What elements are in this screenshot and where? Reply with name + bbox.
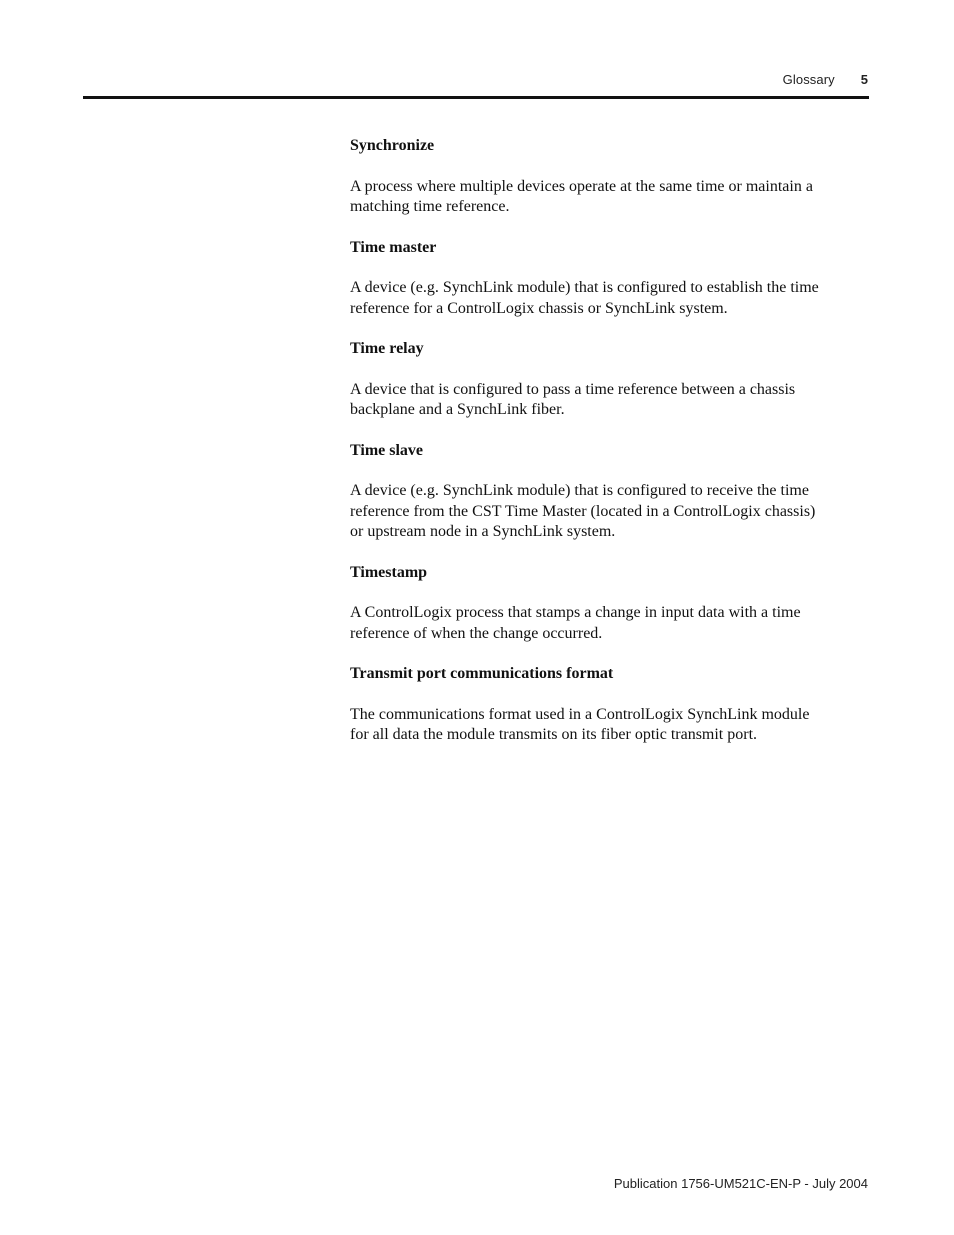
glossary-entry [350, 441, 836, 543]
publication-footer: Publication 1756-UM521C-EN-P - July 2004 [613, 1176, 868, 1191]
glossary-entry [350, 136, 836, 218]
glossary-term: Timestamp [350, 563, 428, 581]
glossary-term: Time slave [350, 441, 424, 459]
glossary-content [350, 136, 836, 766]
glossary-definition: A device (e.g. SynchLink module) that is configured to receive the time reference from the CST Time Master (located in a ControlLogix chassis) or upstream node in a SynchLink system. [350, 482, 816, 540]
glossary-definition: A ControlLogix process that stamps a change in input data with a time reference of when the change occurred. [350, 604, 801, 642]
glossary-term: Time relay [350, 340, 424, 357]
glossary-definition: A device (e.g. SynchLink module) that is configured to establish the time reference for a ControlLogix chassis or SynchLink system. [350, 279, 819, 317]
section-title: Glossary [782, 72, 835, 87]
glossary-definition: A device that is configured to pass a time reference between a chassis backplane and a SynchLink fiber. [350, 380, 796, 418]
glossary-term: Synchronize [350, 137, 435, 154]
glossary-entry [350, 664, 836, 746]
glossary-term: Transmit port communications format [350, 665, 614, 682]
page-header [783, 72, 868, 87]
glossary-entry [350, 339, 836, 421]
glossary-definition: A process where multiple devices operate at the same time or maintain a matching time reference. [350, 177, 813, 215]
header-divider [83, 96, 869, 99]
glossary-entry [350, 563, 836, 645]
page-number: 5 [860, 72, 868, 87]
glossary-definition: The communications format used in a ControlLogix SynchLink module for all data the module transmits on its fiber optic transmit port. [350, 705, 810, 743]
glossary-term: Time master [350, 238, 437, 256]
glossary-entry [350, 238, 836, 320]
